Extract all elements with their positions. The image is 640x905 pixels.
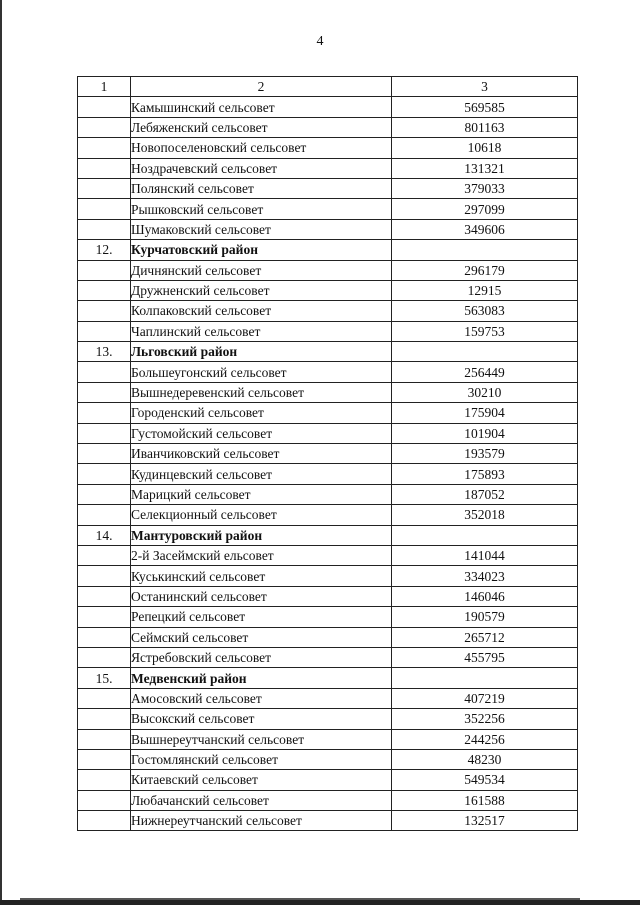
row-value: 379033: [392, 178, 578, 198]
row-value: 563083: [392, 301, 578, 321]
row-number: 12.: [78, 240, 131, 260]
district-row: [78, 525, 578, 545]
row-number: [78, 321, 131, 341]
row-name: Амосовский сельсовет: [131, 688, 392, 708]
row-name: Останинский сельсовет: [131, 586, 392, 606]
district-row: [78, 240, 578, 260]
row-name: Куськинский сельсовет: [131, 566, 392, 586]
row-number: [78, 219, 131, 239]
table-row: [78, 607, 578, 627]
row-value: 131321: [392, 158, 578, 178]
row-name: Китаевский сельсовет: [131, 770, 392, 790]
row-number: 15.: [78, 668, 131, 688]
table-row: [78, 770, 578, 790]
row-number: [78, 382, 131, 402]
row-name: Новопоселеновский сельсовет: [131, 138, 392, 158]
table-row: [78, 790, 578, 810]
row-value: 334023: [392, 566, 578, 586]
district-row: [78, 342, 578, 362]
row-name: Гостомлянский сельсовет: [131, 749, 392, 769]
row-number: [78, 811, 131, 831]
table-row: [78, 362, 578, 382]
row-value: [392, 240, 578, 260]
row-name: Ястребовский сельсовет: [131, 647, 392, 667]
row-number: [78, 484, 131, 504]
row-number: [78, 566, 131, 586]
column-header-value: 3: [392, 77, 578, 97]
row-value: 296179: [392, 260, 578, 280]
row-number: [78, 790, 131, 810]
table-row: [78, 158, 578, 178]
allocation-table: [77, 76, 578, 831]
row-number: [78, 199, 131, 219]
table-row: [78, 647, 578, 667]
row-value: 132517: [392, 811, 578, 831]
table-row: [78, 586, 578, 606]
table-row: [78, 403, 578, 423]
table-row: [78, 545, 578, 565]
row-name: Курчатовский район: [131, 240, 392, 260]
table-row: [78, 260, 578, 280]
row-value: 455795: [392, 647, 578, 667]
row-value: 12915: [392, 280, 578, 300]
table-row: [78, 688, 578, 708]
table-row: [78, 321, 578, 341]
row-name: Большеугонский сельсовет: [131, 362, 392, 382]
row-value: 141044: [392, 545, 578, 565]
row-value: 297099: [392, 199, 578, 219]
row-name: Полянский сельсовет: [131, 178, 392, 198]
row-number: [78, 545, 131, 565]
row-number: 14.: [78, 525, 131, 545]
row-number: [78, 97, 131, 117]
row-name: Высокский сельсовет: [131, 709, 392, 729]
row-value: 30210: [392, 382, 578, 402]
row-value: 187052: [392, 484, 578, 504]
row-name: Камышинский сельсовет: [131, 97, 392, 117]
table-row: [78, 464, 578, 484]
row-value: [392, 342, 578, 362]
row-name: Городенский сельсовет: [131, 403, 392, 423]
table-row: [78, 199, 578, 219]
row-value: 407219: [392, 688, 578, 708]
row-number: [78, 362, 131, 382]
row-value: 101904: [392, 423, 578, 443]
row-number: [78, 729, 131, 749]
row-name: Ноздрачевский сельсовет: [131, 158, 392, 178]
row-name: Густомойский сельсовет: [131, 423, 392, 443]
row-value: [392, 668, 578, 688]
row-number: [78, 505, 131, 525]
row-number: [78, 280, 131, 300]
table-row: [78, 301, 578, 321]
row-name: Сеймский сельсовет: [131, 627, 392, 647]
row-name: Дружненский сельсовет: [131, 280, 392, 300]
row-name: Марицкий сельсовет: [131, 484, 392, 504]
row-value: 161588: [392, 790, 578, 810]
table-row: [78, 423, 578, 443]
row-name: Рышковский сельсовет: [131, 199, 392, 219]
row-number: [78, 403, 131, 423]
table-row: [78, 97, 578, 117]
row-value: 146046: [392, 586, 578, 606]
table-row: [78, 382, 578, 402]
row-number: [78, 586, 131, 606]
column-header-number: 1: [78, 77, 131, 97]
row-name: Мантуровский район: [131, 525, 392, 545]
row-name: Шумаковский сельсовет: [131, 219, 392, 239]
row-value: 48230: [392, 749, 578, 769]
row-name: Кудинцевский сельсовет: [131, 464, 392, 484]
row-number: [78, 117, 131, 137]
row-number: [78, 301, 131, 321]
row-name: Вышнедеревенский сельсовет: [131, 382, 392, 402]
table-body: [78, 97, 578, 831]
row-value: 193579: [392, 444, 578, 464]
row-value: 190579: [392, 607, 578, 627]
table-row: [78, 627, 578, 647]
row-number: 13.: [78, 342, 131, 362]
table-row: [78, 566, 578, 586]
table-row: [78, 729, 578, 749]
row-value: 244256: [392, 729, 578, 749]
page-number: 4: [316, 34, 324, 49]
row-name: Иванчиковский сельсовет: [131, 444, 392, 464]
table-row: [78, 709, 578, 729]
table-row: [78, 811, 578, 831]
table-row: [78, 484, 578, 504]
row-name: Чаплинский сельсовет: [131, 321, 392, 341]
row-number: [78, 158, 131, 178]
row-number: [78, 607, 131, 627]
row-name: Медвенский район: [131, 668, 392, 688]
row-name: Вышнереутчанский сельсовет: [131, 729, 392, 749]
row-name: Репецкий сельсовет: [131, 607, 392, 627]
row-number: [78, 423, 131, 443]
row-number: [78, 464, 131, 484]
table-row: [78, 117, 578, 137]
row-name: Льговский район: [131, 342, 392, 362]
row-value: 352018: [392, 505, 578, 525]
column-header-name: 2: [131, 77, 392, 97]
table-row: [78, 749, 578, 769]
row-name: Дичнянский сельсовет: [131, 260, 392, 280]
row-name: Нижнереутчанский сельсовет: [131, 811, 392, 831]
row-number: [78, 688, 131, 708]
table-row: [78, 280, 578, 300]
row-value: 175904: [392, 403, 578, 423]
row-number: [78, 770, 131, 790]
row-value: 352256: [392, 709, 578, 729]
row-number: [78, 178, 131, 198]
table-row: [78, 138, 578, 158]
row-number: [78, 647, 131, 667]
row-value: 159753: [392, 321, 578, 341]
row-value: 256449: [392, 362, 578, 382]
table-row: [78, 505, 578, 525]
row-value: 265712: [392, 627, 578, 647]
district-row: [78, 668, 578, 688]
table-row: [78, 444, 578, 464]
row-number: [78, 444, 131, 464]
scan-edge-left: [0, 0, 2, 905]
row-name: Селекционный сельсовет: [131, 505, 392, 525]
row-number: [78, 749, 131, 769]
table-row: [78, 178, 578, 198]
row-value: 175893: [392, 464, 578, 484]
row-name: Лебяженский сельсовет: [131, 117, 392, 137]
row-name: Любачанский сельсовет: [131, 790, 392, 810]
table-row: [78, 219, 578, 239]
row-number: [78, 709, 131, 729]
row-name: Колпаковский сельсовет: [131, 301, 392, 321]
row-name: 2-й Засеймский ельсовет: [131, 545, 392, 565]
row-value: 349606: [392, 219, 578, 239]
row-value: 549534: [392, 770, 578, 790]
row-value: 10618: [392, 138, 578, 158]
row-value: 569585: [392, 97, 578, 117]
scan-bottom-edge: [0, 900, 640, 905]
row-number: [78, 627, 131, 647]
row-number: [78, 138, 131, 158]
row-value: [392, 525, 578, 545]
table-header-row: [78, 77, 578, 97]
row-value: 801163: [392, 117, 578, 137]
row-number: [78, 260, 131, 280]
